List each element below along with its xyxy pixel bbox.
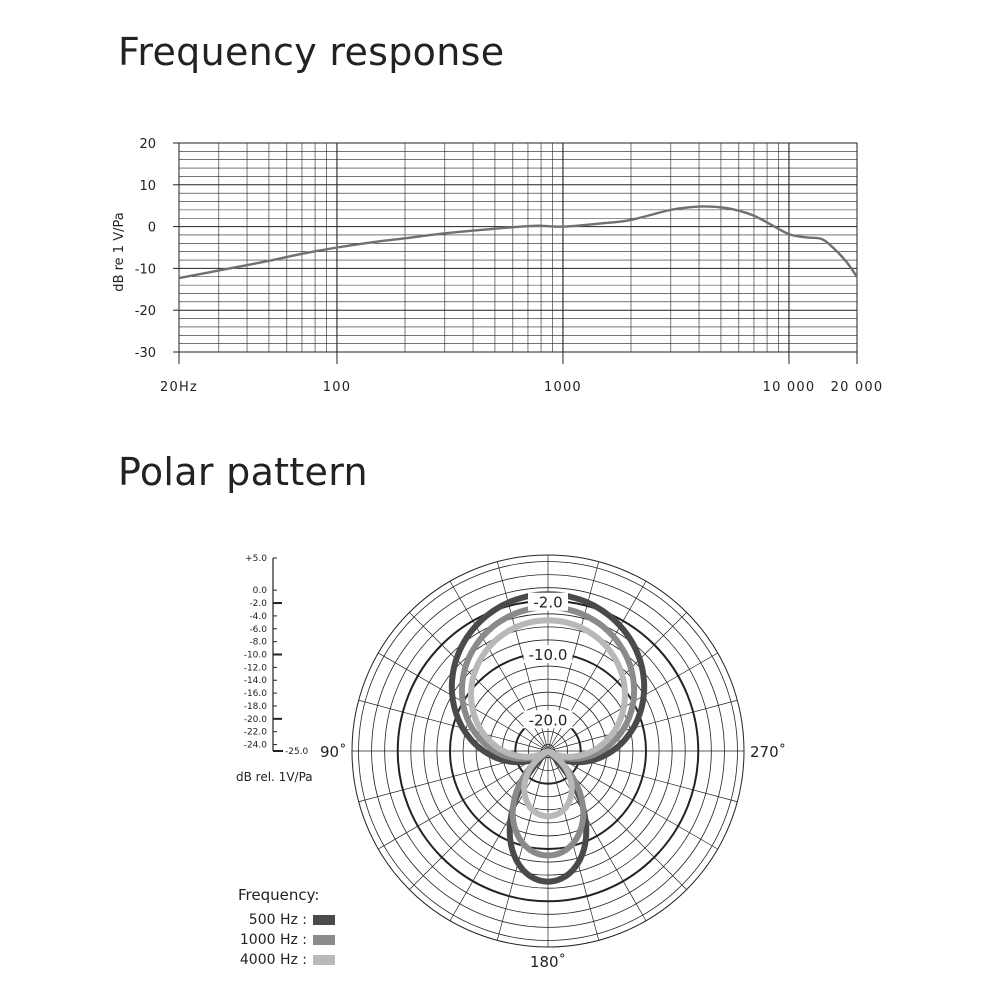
polar-angle-label-270: 270˚ <box>750 743 787 761</box>
legend-swatch <box>313 915 335 925</box>
frequency-response-line <box>179 206 857 278</box>
polar-legend <box>240 912 335 968</box>
polar-grid-spoke <box>450 751 548 921</box>
polar-grid-spoke <box>378 751 548 849</box>
frequency-response-title: Frequency response <box>118 30 505 74</box>
polar-scale-label: -24.0 <box>243 740 267 751</box>
legend-title: Frequency: <box>238 886 320 904</box>
polar-grid-spoke <box>548 751 646 921</box>
polar-angle-label-90: 90˚ <box>320 743 347 761</box>
frequency-x-tick-label: 20Hz <box>160 380 198 395</box>
frequency-x-tick-label: 100 <box>322 380 352 395</box>
frequency-y-ticks <box>135 137 179 361</box>
polar-grid-spoke <box>548 751 718 849</box>
legend-item-label: 1000 Hz : <box>239 932 307 948</box>
polar-scale-label: -18.0 <box>243 701 267 712</box>
legend-swatch <box>313 955 335 965</box>
polar-ring-label: -10.0 <box>528 646 568 664</box>
legend-swatch <box>313 935 335 945</box>
polar-scale-label: -2.0 <box>249 599 267 610</box>
polar-scale-label: -25.0 <box>285 747 309 757</box>
frequency-grid <box>179 143 857 352</box>
frequency-plot-frame <box>179 143 857 352</box>
frequency-x-ticks <box>160 352 883 395</box>
polar-scale-label: -12.0 <box>243 663 267 674</box>
legend-item-label: 500 Hz : <box>248 912 307 928</box>
polar-ring-label: -2.0 <box>533 593 563 612</box>
frequency-y-tick-label: 20 <box>139 137 156 152</box>
polar-scale-label: -6.0 <box>249 624 267 635</box>
frequency-y-tick-label: -20 <box>134 304 156 320</box>
polar-scale-label: 0.0 <box>252 586 267 597</box>
polar-scale-label: +5.0 <box>245 554 267 564</box>
polar-scale-label: -16.0 <box>243 689 267 700</box>
frequency-x-tick-label: 10 000 <box>762 380 816 395</box>
polar-db-scale <box>244 554 309 757</box>
polar-pattern-title: Polar pattern <box>118 450 368 494</box>
frequency-y-tick-label: -10 <box>134 262 156 278</box>
polar-scale-label: -20.0 <box>243 714 267 725</box>
polar-scale-label: -22.0 <box>243 727 267 738</box>
polar-scale-label: -10.0 <box>243 650 267 661</box>
frequency-y-tick-label: 0 <box>147 220 156 236</box>
polar-scale-label: -8.0 <box>249 637 267 648</box>
polar-scale-label: -4.0 <box>249 611 267 622</box>
frequency-y-axis-label: dB re 1 V/Pa <box>112 212 127 292</box>
frequency-x-tick-label: 20 000 <box>830 380 884 395</box>
frequency-y-tick-label: -30 <box>134 346 156 361</box>
legend-item-label: 4000 Hz : <box>239 952 307 968</box>
frequency-series <box>179 206 857 278</box>
polar-angle-label-180: 180˚ <box>529 953 567 971</box>
frequency-y-tick-label: 10 <box>139 178 156 194</box>
frequency-x-tick-label: 1000 <box>544 380 582 395</box>
polar-scale-label: -14.0 <box>243 676 267 687</box>
polar-scale-unit: dB rel. 1V/Pa <box>236 770 313 784</box>
polar-ring-label: -20.0 <box>528 711 568 730</box>
